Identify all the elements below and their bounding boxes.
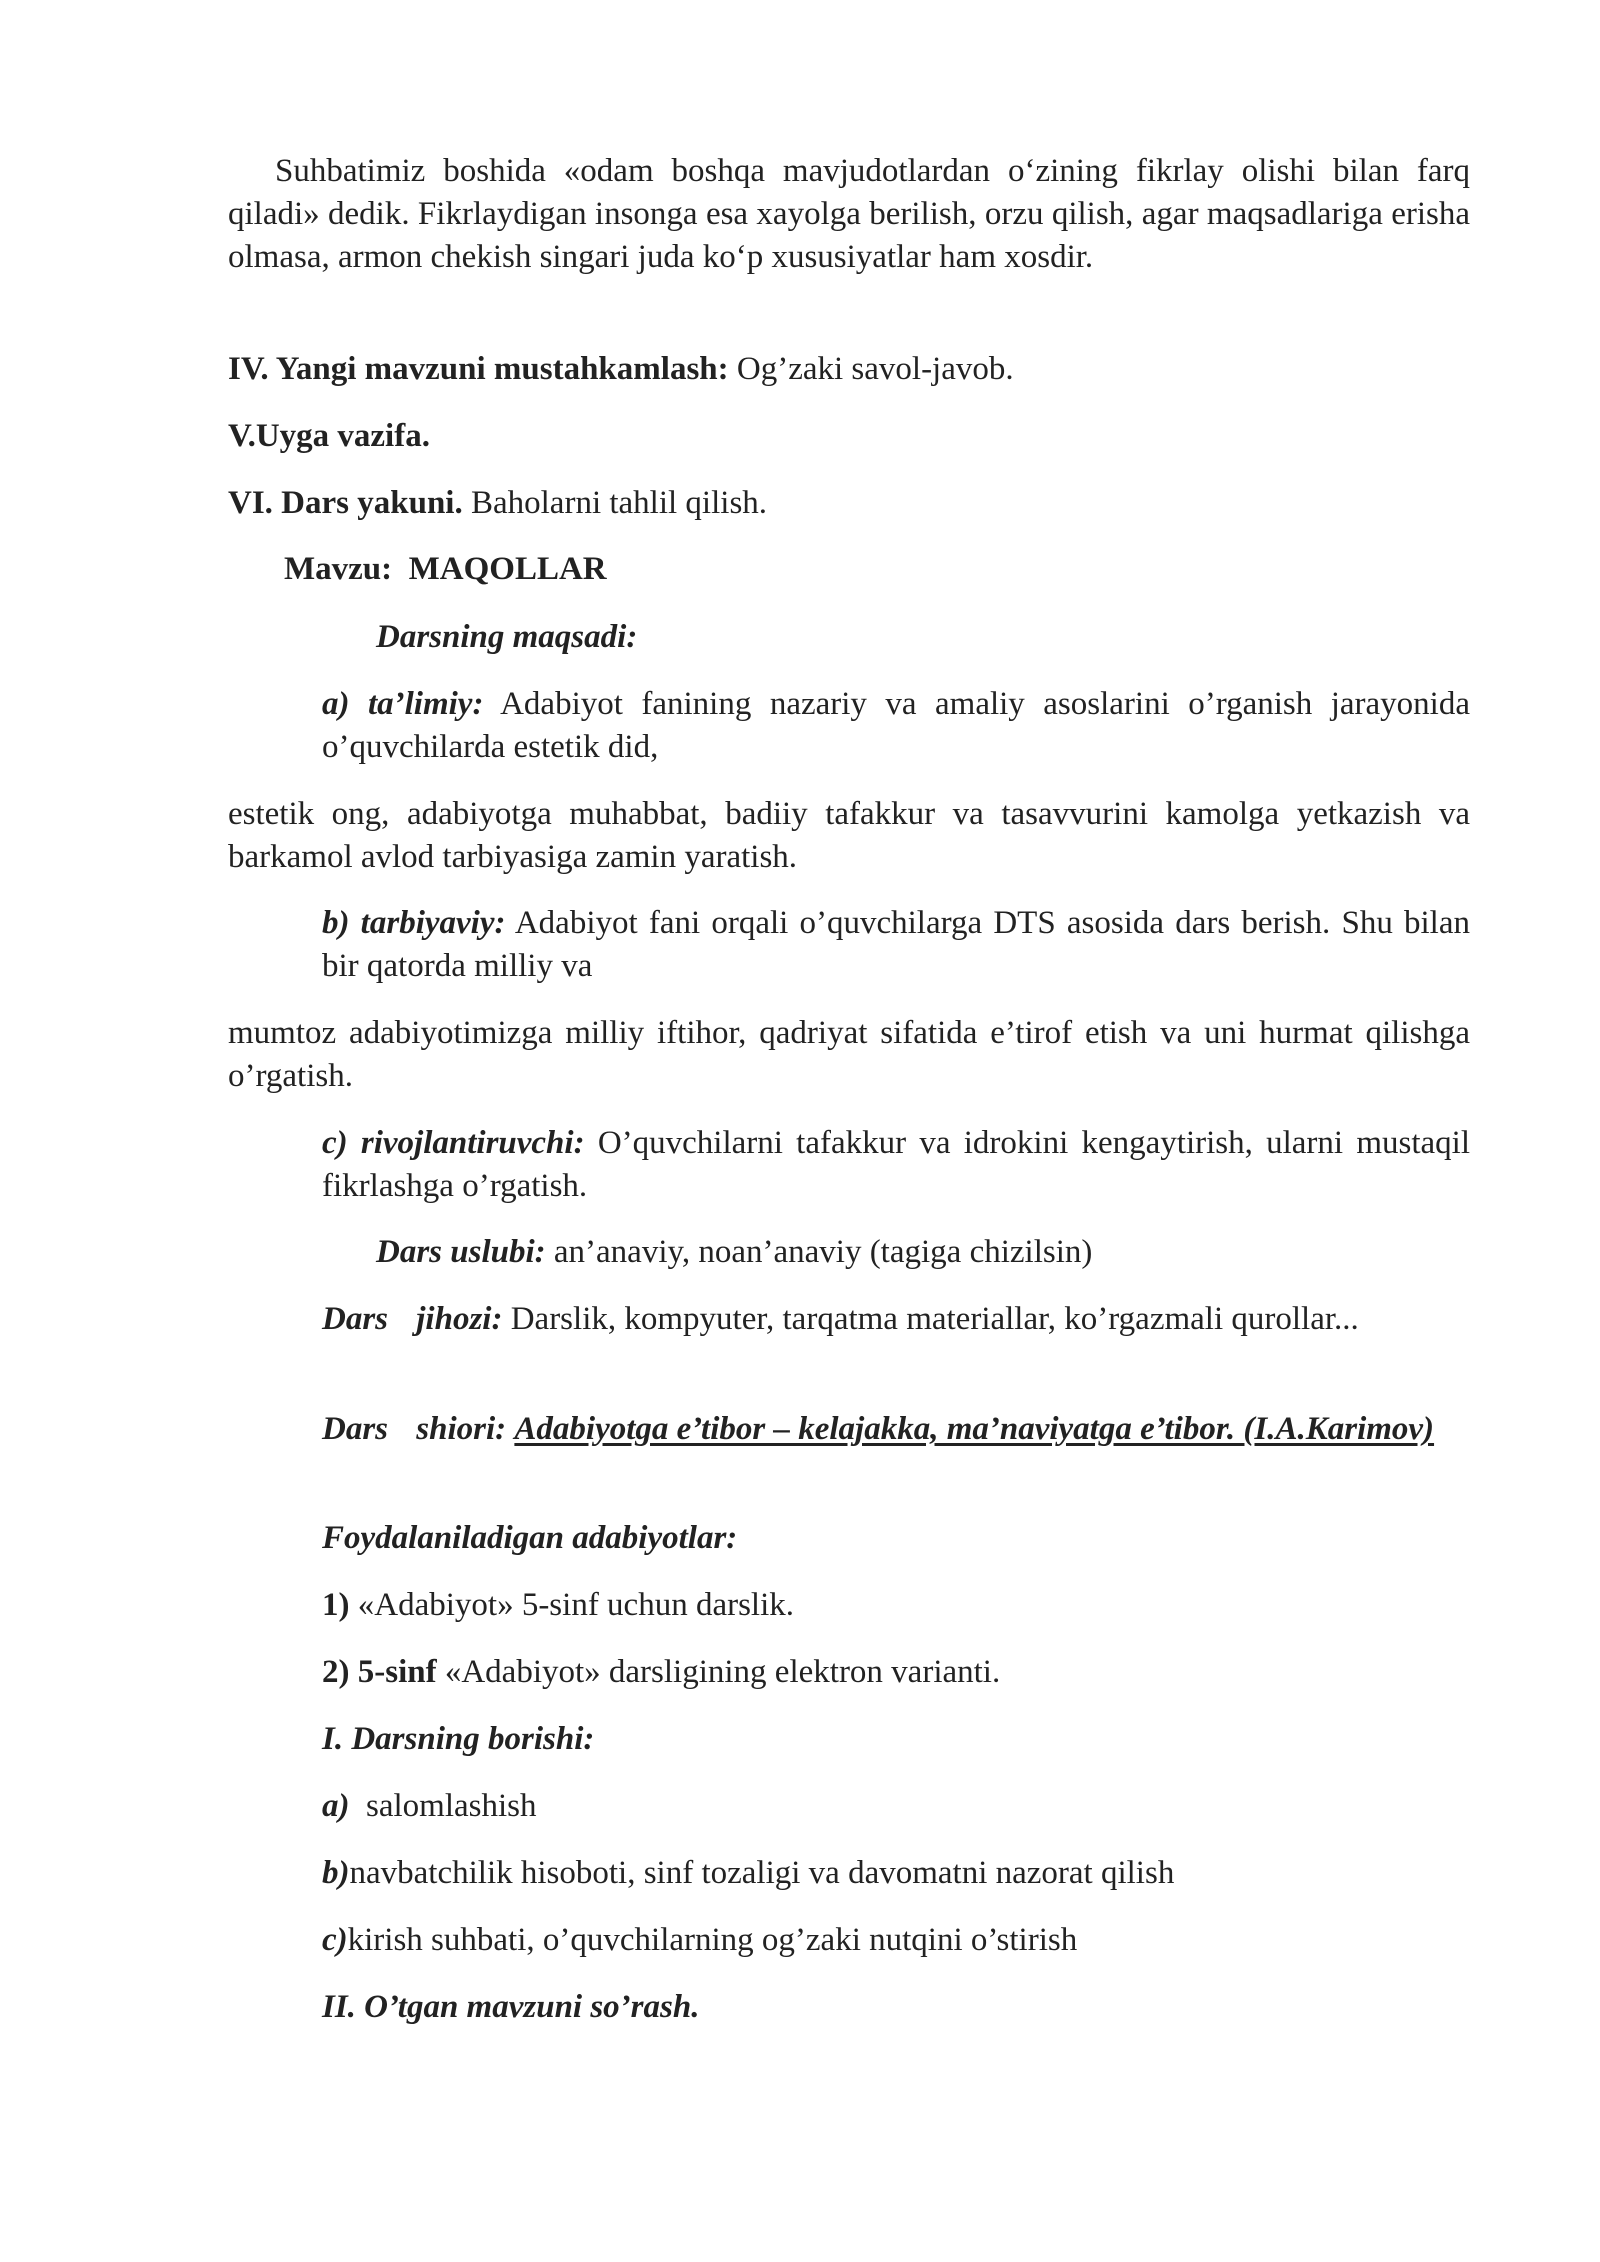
goals-heading: Darsning maqsadi: (376, 619, 638, 655)
goal-c (322, 1122, 1470, 1208)
course-item-text: navbatchilik hisoboti, sinf tozaligi va davomatni nazorat qilish (349, 1855, 1175, 1891)
step-text: Baholarni tahlil qilish. (462, 485, 768, 521)
course-item-label: c) (322, 1922, 348, 1958)
goal-b (322, 902, 1470, 988)
method-line (376, 1231, 1600, 1274)
course-item-label: b) (322, 1855, 350, 1891)
literature-item (322, 1651, 1470, 1694)
goal-a-continuation: estetik ong, adabiyotga muhabbat, badiiy tafakkur va tasavvurini kamolga yetkazish va barkamol avlod tarbiyasiga zamin yaratish. (228, 796, 1470, 875)
literature-item-text: «Adabiyot» darsligining elektron varianti. (436, 1654, 1001, 1690)
goal-a (322, 683, 1470, 769)
step-consolidation (228, 348, 1470, 391)
course-item-label: a) (322, 1788, 350, 1824)
equipment-text: Darslik, kompyuter, tarqatma materiallar, ko’rgazmali qurollar... (502, 1301, 1359, 1337)
step-conclusion (228, 482, 1470, 525)
goal-a-text: Adabiyot fanining nazariy va amaliy asoslarini o’rganish jarayonida o’quvchilarda estetik did, (322, 686, 1470, 765)
intro-paragraph: Suhbatimiz boshida «odam boshqa mavjudotlardan o‘zining fikrlay olishi bilan farq qiladi» dedik. Fikrlaydigan insonga esa xayolga berilish, orzu qilish, agar maqsadlariga erisha olmasa, armon chekish singari juda ko‘p xususiyatlar ham xosdir. (228, 153, 1470, 275)
topic-value: MAQOLLAR (408, 551, 607, 587)
literature-heading: Foydalaniladigan adabiyotlar: (322, 1520, 738, 1556)
course-item (322, 1919, 1470, 1962)
motto-label: Dars shiori: (322, 1411, 507, 1447)
goal-a-label: a) ta’limiy: (322, 686, 484, 722)
goal-b-label: b) tarbiyaviy: (322, 905, 506, 941)
method-label: Dars uslubi: (376, 1234, 546, 1270)
course-item-text: kirish suhbati, o’quvchilarning og’zaki nutqini o’stirish (347, 1922, 1078, 1958)
step-label: V.Uyga vazifa. (228, 418, 430, 454)
goal-c-text: O’quvchilarni tafakkur va idrokini kengaytirish, ularni mustaqil fikrlashga o’rgatish. (322, 1125, 1470, 1204)
goal-b-continuation: mumtoz adabiyotimizga milliy iftihor, qadriyat sifatida e’tirof etish va uni hurmat qilishga o’rgatish. (228, 1015, 1470, 1094)
method-text: an’anaviy, noan’anaviy (tagiga chizilsin) (545, 1234, 1093, 1270)
goal-c-label: c) rivojlantiruvchi: (322, 1125, 585, 1161)
course-item-text: salomlashish (349, 1788, 537, 1824)
literature-item (322, 1584, 1470, 1627)
step-homework (228, 415, 1470, 458)
course-heading: I. Darsning borishi: (322, 1721, 595, 1757)
literature-item-text: «Adabiyot» 5-sinf uchun darslik. (349, 1587, 795, 1623)
step-label: IV. Yangi mavzuni mustahkamlash: (228, 351, 729, 387)
step-label: VI. Dars yakuni. (228, 485, 463, 521)
equipment-line (228, 1298, 1470, 1341)
course-item (322, 1785, 1470, 1828)
step-text: Og’zaki savol-javob. (728, 351, 1014, 387)
motto-line (228, 1408, 1470, 1451)
course-item (322, 1852, 1470, 1895)
literature-item-num: 2) 5-sinf (322, 1654, 437, 1690)
goal-b-text: Adabiyot fani orqali o’quvchilarga DTS asosida dars berish. Shu bilan bir qatorda milliy va (322, 905, 1470, 984)
equipment-label: Dars jihozi: (322, 1301, 503, 1337)
topic-line (284, 548, 1526, 591)
course-next-heading: II. O’tgan mavzuni so’rash. (322, 1989, 700, 2025)
topic-label: Mavzu: (284, 551, 393, 587)
motto-text: Adabiyotga e’tibor – kelajakka, ma’naviyatga e’tibor. (I.A.Karimov) (514, 1411, 1435, 1447)
literature-item-num: 1) (322, 1587, 350, 1623)
